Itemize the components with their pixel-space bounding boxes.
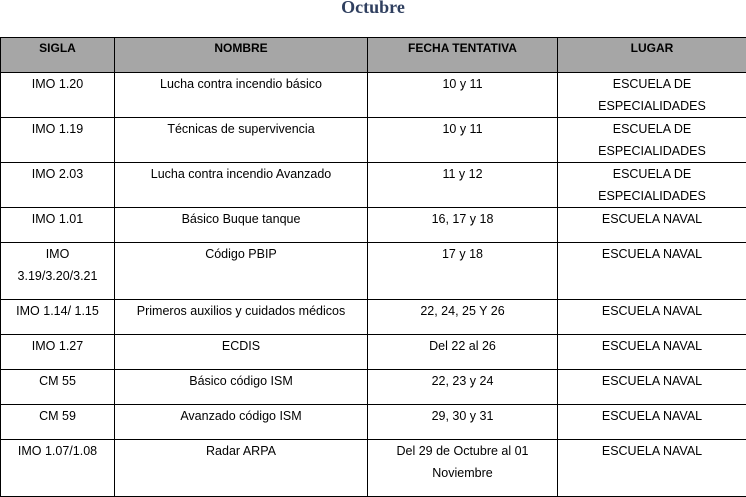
cell-lugar: ESCUELA NAVAL — [558, 300, 746, 335]
cell-fecha: 10 y 11 — [368, 118, 558, 163]
cell-sigla: CM 55 — [1, 370, 115, 405]
cell-nombre: Lucha contra incendio básico — [115, 73, 368, 118]
cell-fecha: Del 29 de Octubre al 01 Noviembre — [368, 440, 558, 497]
cell-fecha: 17 y 18 — [368, 243, 558, 300]
table-header-row — [1, 38, 746, 73]
header-sigla: SIGLA — [1, 38, 115, 73]
table-row — [1, 118, 746, 163]
cell-lugar: ESCUELA NAVAL — [558, 243, 746, 300]
cell-lugar: ESCUELA NAVAL — [558, 208, 746, 243]
cell-nombre: ECDIS — [115, 335, 368, 370]
cell-sigla: IMO 1.27 — [1, 335, 115, 370]
cell-fecha: 11 y 12 — [368, 163, 558, 208]
table-row — [1, 300, 746, 335]
cell-nombre: Básico Buque tanque — [115, 208, 368, 243]
cell-lugar: ESCUELA NAVAL — [558, 370, 746, 405]
cell-nombre: Primeros auxilios y cuidados médicos — [115, 300, 368, 335]
cell-sigla: IMO 1.19 — [1, 118, 115, 163]
cell-sigla: IMO 1.01 — [1, 208, 115, 243]
cell-sigla: IMO 1.07/1.08 — [1, 440, 115, 497]
header-fecha: FECHA TENTATIVA — [368, 38, 558, 73]
cell-nombre: Código PBIP — [115, 243, 368, 300]
header-lugar: LUGAR — [558, 38, 746, 73]
cell-fecha: 16, 17 y 18 — [368, 208, 558, 243]
cell-nombre: Radar ARPA — [115, 440, 368, 497]
cell-lugar: ESCUELA NAVAL — [558, 405, 746, 440]
cell-lugar: ESCUELA DE ESPECIALIDADES — [558, 73, 746, 118]
cell-nombre: Lucha contra incendio Avanzado — [115, 163, 368, 208]
table-row — [1, 440, 746, 497]
cell-nombre: Técnicas de supervivencia — [115, 118, 368, 163]
cell-nombre: Avanzado código ISM — [115, 405, 368, 440]
table-row — [1, 243, 746, 300]
cell-lugar: ESCUELA NAVAL — [558, 440, 746, 497]
cell-nombre: Básico código ISM — [115, 370, 368, 405]
page-title: Octubre — [0, 0, 746, 18]
cell-lugar: ESCUELA DE ESPECIALIDADES — [558, 118, 746, 163]
table-row — [1, 163, 746, 208]
cell-sigla: IMO 1.20 — [1, 73, 115, 118]
table-row — [1, 208, 746, 243]
cell-sigla: IMO 3.19/3.20/3.21 — [1, 243, 115, 300]
cell-fecha: 22, 24, 25 Y 26 — [368, 300, 558, 335]
table-row — [1, 335, 746, 370]
header-nombre: NOMBRE — [115, 38, 368, 73]
cell-sigla: IMO 2.03 — [1, 163, 115, 208]
table-row — [1, 405, 746, 440]
cell-lugar: ESCUELA NAVAL — [558, 335, 746, 370]
table-row — [1, 73, 746, 118]
table-row — [1, 370, 746, 405]
cell-fecha: 22, 23 y 24 — [368, 370, 558, 405]
cell-fecha: Del 22 al 26 — [368, 335, 558, 370]
cell-fecha: 10 y 11 — [368, 73, 558, 118]
course-schedule-table — [0, 37, 746, 497]
cell-fecha: 29, 30 y 31 — [368, 405, 558, 440]
cell-sigla: CM 59 — [1, 405, 115, 440]
cell-sigla: IMO 1.14/ 1.15 — [1, 300, 115, 335]
cell-lugar: ESCUELA DE ESPECIALIDADES — [558, 163, 746, 208]
